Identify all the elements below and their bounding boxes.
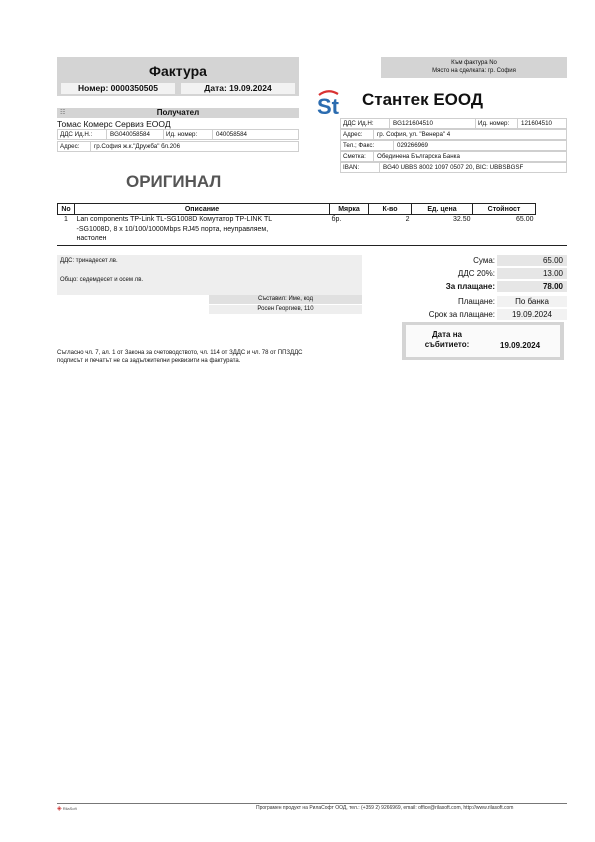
ref-invoice-line: Към фактура No: [451, 60, 497, 66]
composed-by-box: [209, 295, 362, 314]
legal-note: [57, 349, 387, 365]
recipient-id-value: 040058584: [216, 131, 247, 138]
invoice-number: Номер: 0000350505: [61, 83, 175, 94]
total-due-row: [402, 281, 567, 292]
supplier-phone-row: [340, 140, 567, 151]
footer-text: Програмен продукт на РилаСофт ООД, тел.: (+359 2) 9266969, email: office@rilasoft.com, http://www.rilasoft.com: [256, 805, 514, 811]
supplier-id-label: Ид. номер:: [478, 120, 510, 127]
total-due-label: За плащане:: [445, 282, 495, 291]
col-amount: Стойност: [473, 204, 536, 215]
logo-letters: St: [317, 94, 339, 116]
event-date-label: [418, 330, 476, 350]
item-description: [75, 215, 330, 244]
item-unit-price: 32.50: [452, 216, 471, 223]
invoice-title: Фактура: [149, 63, 207, 79]
totals-box: [402, 255, 567, 320]
total-due-value: 78.00: [497, 281, 567, 292]
supplier-vat-row: [340, 118, 567, 129]
col-unit-price: Ед. цена: [412, 204, 473, 215]
recipient-address-row: [57, 141, 299, 152]
recipient-header: [57, 108, 299, 118]
vat-row: [402, 268, 567, 279]
total-in-words: Общо: седемдесет и осем лв.: [60, 277, 144, 283]
payment-method-value: По банка: [497, 296, 567, 307]
item-unit: бр.: [331, 216, 342, 223]
company-logo: [316, 90, 356, 116]
due-date-value: 19.09.2024: [497, 309, 567, 320]
due-date-row: [402, 309, 567, 320]
payment-method-label: Плащане:: [458, 297, 495, 306]
footer-logo: [57, 805, 77, 812]
item-desc-line: -SG1008D, 8 x 10/100/1000Mbps RJ45 порта, неуправляем,: [76, 225, 269, 233]
supplier-id-value: 121604510: [521, 120, 552, 127]
supplier-bank-row: [340, 151, 567, 162]
supplier-bank-value: Обединена Българска Банка: [377, 153, 460, 160]
items-divider: [57, 245, 567, 246]
event-date-value: 19.09.2024: [500, 341, 541, 350]
items-table: [57, 203, 567, 244]
items-header-row: [58, 204, 568, 215]
supplier-address-value: гр. София, ул. "Венера" 4: [377, 131, 451, 138]
rilasoft-logo-icon: ◈: [57, 806, 62, 812]
item-qty: 2: [405, 216, 410, 223]
company-name: Стантек ЕООД: [362, 90, 484, 109]
sum-value: 65.00: [497, 255, 567, 266]
vat-value: 13.00: [497, 268, 567, 279]
recipient-id-label: Ид. номер:: [166, 131, 198, 138]
recipient-name: Томас Комерс Сервиз ЕООД: [57, 119, 171, 129]
legal-line: Съгласно чл. 7, ал. 1 от Закона за счетоводството, чл. 114 от ЗДДС и чл. 78 от ППЗДДС: [57, 350, 303, 356]
item-no: 1: [64, 216, 68, 223]
supplier-address-row: [340, 129, 567, 140]
invoice-date: Дата: 19.09.2024: [181, 83, 295, 94]
col-qty: К-во: [369, 204, 412, 215]
footer-divider: [57, 803, 567, 804]
item-desc-line: настолен: [76, 235, 107, 242]
supplier-iban-row: [340, 162, 567, 173]
composed-by-label: Съставил: Име, код: [209, 295, 362, 304]
amount-in-words-box: [57, 255, 362, 295]
recipient-address-value: гр.София ж.к."Дружба" бл.206: [94, 143, 181, 150]
composed-by-value: Росен Георгиев, 110: [209, 305, 362, 314]
original-stamp: ОРИГИНАЛ: [126, 172, 222, 191]
legal-line: подписът и печатът не са задължителни реквизити на фактурата.: [57, 358, 241, 364]
col-description: Описание: [75, 204, 330, 215]
col-unit: Мярка: [330, 204, 369, 215]
supplier-phone-label: Тел.; Факс:: [343, 142, 375, 149]
footer-logo-text: RilaSoft: [62, 806, 77, 811]
place-of-deal-line: Място на сделката: гр. София: [432, 68, 516, 74]
supplier-vat-label: ДДС Ид.Н:: [343, 120, 374, 127]
reference-box: [381, 57, 567, 78]
col-no: No: [58, 204, 75, 215]
recipient-vat-label: ДДС Ид.Н.:: [60, 131, 93, 138]
item-desc-line: Lan components TP-Link TL-SG1008D Комутатор TP-LINK TL: [76, 216, 273, 223]
contacts-icon: ☷: [60, 110, 66, 116]
supplier-phone-value: 029266969: [397, 142, 428, 149]
recipient-vat-row: [57, 129, 299, 140]
payment-method-row: [402, 296, 567, 307]
vat-label: ДДС 20%:: [457, 269, 495, 278]
supplier-iban-label: IBAN:: [343, 164, 360, 171]
event-label-line: Дата на: [431, 330, 463, 339]
recipient-address-label: Адрес:: [60, 143, 80, 150]
vat-in-words: ДДС: тринадесет лв.: [60, 258, 118, 264]
supplier-iban-value: BG40 UBBS 8002 1097 0507 20, BIC: UBBSBGSF: [383, 164, 524, 171]
event-label-line: събитието:: [424, 340, 470, 349]
item-amount: 65.00: [515, 216, 534, 223]
recipient-vat-value: BG040058584: [110, 131, 150, 138]
recipient-header-label: Получател: [156, 108, 200, 117]
supplier-address-label: Адрес:: [343, 131, 363, 138]
invoice-title-box: [57, 57, 299, 96]
supplier-bank-label: Сметка:: [343, 153, 366, 160]
table-row: [58, 215, 568, 244]
sum-label: Сума:: [473, 256, 495, 265]
supplier-vat-value: BG121604510: [393, 120, 433, 127]
due-date-label: Срок за плащане:: [428, 310, 495, 319]
event-date-box: [402, 322, 564, 360]
sum-row: [402, 255, 567, 266]
